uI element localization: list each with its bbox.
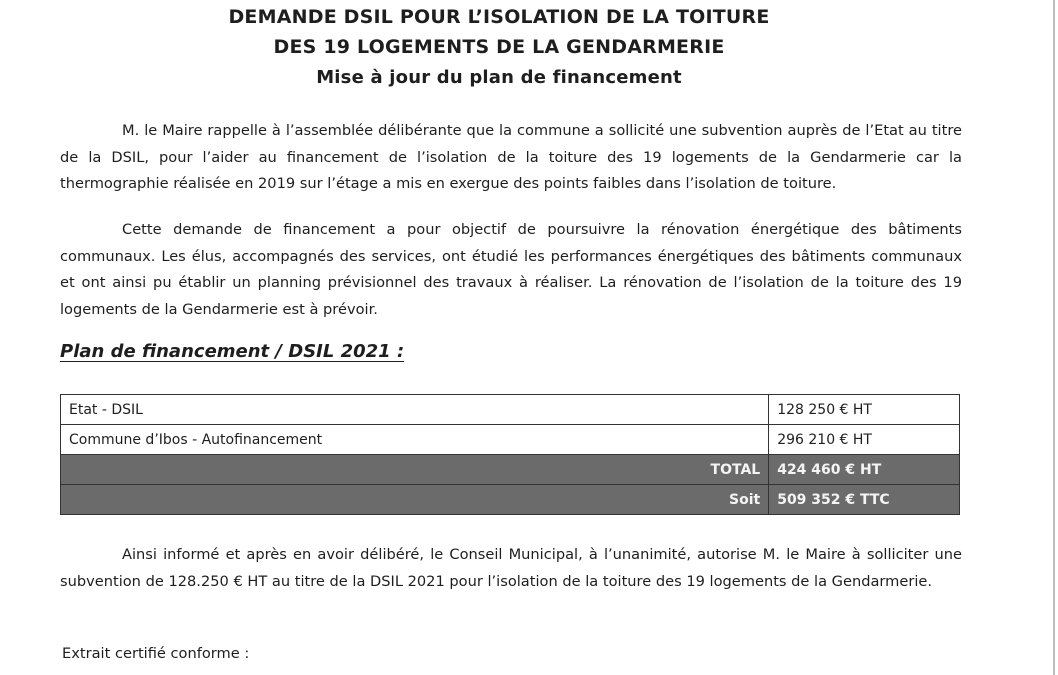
financing-plan-heading: Plan de financement / DSIL 2021 :: [60, 341, 405, 362]
document-subtitle: Mise à jour du plan de financement: [316, 67, 682, 88]
document-title-line-1: DEMANDE DSIL POUR L’ISOLATION DE LA TOITURE: [228, 6, 770, 28]
ttc-label: Soit: [61, 485, 769, 515]
document-title-line-2: DES 19 LOGEMENTS DE LA GENDARMERIE: [273, 36, 725, 58]
table-row: [61, 425, 960, 455]
row-label: Commune d’Ibos - Autofinancement: [61, 425, 769, 455]
total-row: [61, 455, 960, 485]
intro-paragraph: M. le Maire rappelle à l’assemblée délibérante que la commune a sollicité une subvention auprès de l’Etat au titre de la DSIL, pour l’aider au financement de l’isolation de la toiture des 19 logements de la Gendarmerie car la thermographie réalisée en 2019 sur l’étage a mis en exergue des points faibles dans l’isolation de toiture.: [60, 122, 962, 192]
financing-table: [60, 394, 960, 515]
table-row: [61, 395, 960, 425]
row-amount: 296 210 € HT: [769, 425, 960, 455]
total-amount: 424 460 € HT: [769, 455, 960, 485]
ttc-row: [61, 485, 960, 515]
decision-paragraph: Ainsi informé et après en avoir délibéré, le Conseil Municipal, à l’unanimité, autorise M. le Maire à solliciter une subvention de 128.250 € HT au titre de la DSIL 2021 pour l’isolation de la toiture des 19 logements de la Gendarmerie.: [60, 546, 962, 590]
scan-edge: [1053, 0, 1055, 675]
ttc-amount: 509 352 € TTC: [769, 485, 960, 515]
row-label: Etat - DSIL: [61, 395, 769, 425]
total-label: TOTAL: [61, 455, 769, 485]
row-amount: 128 250 € HT: [769, 395, 960, 425]
certification-line: Extrait certifié conforme :: [62, 645, 250, 662]
objective-paragraph: Cette demande de financement a pour objectif de poursuivre la rénovation énergétique des bâtiments communaux. Les élus, accompagnés des services, ont étudié les performances énergétiques des bâtiments communaux et ont ainsi pu établir un planning prévisionnel des travaux à réaliser. La rénovation de l’isolation de la toiture des 19 logements de la Gendarmerie est à prévoir.: [60, 221, 962, 318]
